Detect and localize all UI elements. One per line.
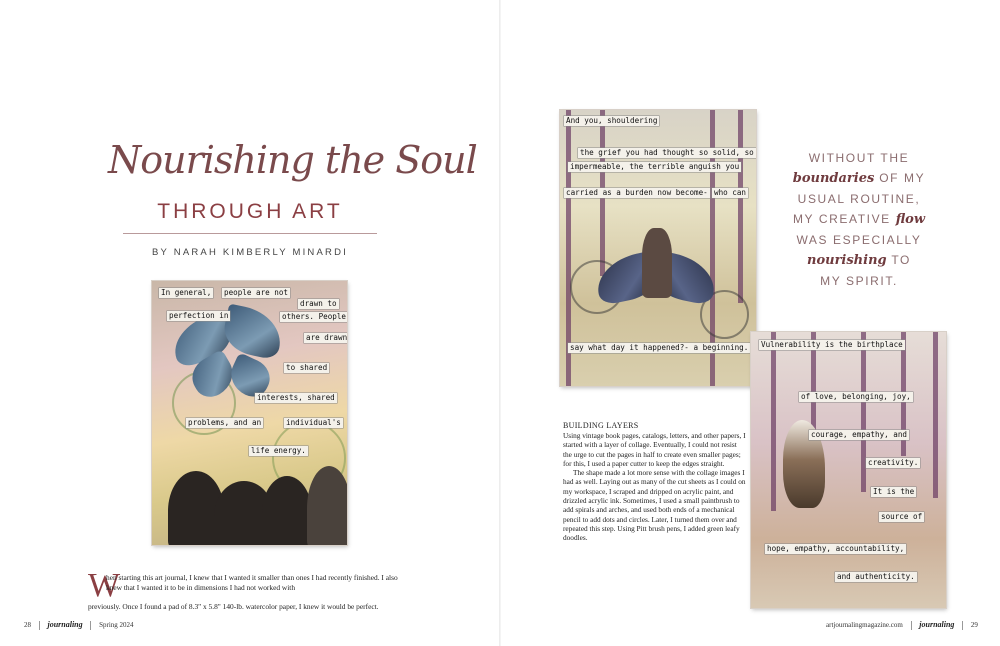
issue-label: Spring 2024: [99, 621, 134, 629]
collage-word-strip: are drawn: [304, 333, 347, 343]
footer-separator: [911, 621, 912, 630]
pull-quote-text: MY CREATIVE: [792, 212, 896, 226]
collage-word-strip: And you, shouldering: [566, 116, 658, 125]
footer-separator: [39, 621, 40, 630]
collage-word-strip: courage, empathy, and: [811, 430, 908, 439]
pull-quote-line: [784, 250, 934, 271]
collage-word-strip: interests, shared: [257, 393, 335, 402]
woman-figure: [642, 228, 672, 298]
pull-quote-line: USUAL ROUTINE,: [797, 192, 921, 206]
pull-quote: [784, 148, 934, 291]
body-paragraph: Using vintage book pages, catalogs, letters, and other papers, I started with a layer of collage. Eventually, I could not resist the urge to cut the pages in half to create even smaller pages; for this, I used a paper cutter to keep the edges straight.: [563, 431, 746, 468]
pull-quote-script-word: flow: [895, 212, 926, 227]
footer-separator: [962, 621, 963, 630]
collage-word-strip: source of: [881, 512, 923, 521]
section-heading: BUILDING LAYERS: [563, 421, 639, 430]
collage-word-strip: hope, empathy, accountability,: [767, 544, 905, 553]
title-divider: [123, 233, 377, 234]
collage-word-strip: who can: [714, 188, 747, 197]
collage-word-strip: perfection in: [169, 311, 229, 320]
person-silhouette: [262, 476, 312, 545]
paint-drip: [738, 110, 743, 303]
collage-word-strip: the grief you had thought so solid, so: [580, 148, 754, 157]
byline: BY NARAH KIMBERLY MINARDI: [152, 247, 348, 258]
collage-word-strip: people are not: [224, 288, 289, 297]
collage-word-strip: Vulnerability is the birthplace: [761, 340, 903, 349]
collage-word-strip: of love, belonging, joy,: [801, 392, 911, 401]
artwork-butterfly-people: [152, 281, 347, 545]
drop-cap: W: [88, 567, 121, 604]
footer-separator: [90, 621, 91, 630]
collage-word-strip: problems, and an: [188, 418, 262, 427]
collage-word-strip: life energy.: [251, 446, 306, 455]
page-number-left: 28: [24, 621, 31, 629]
paint-drip: [771, 332, 776, 511]
pull-quote-line: [784, 168, 934, 189]
paint-drip: [861, 332, 866, 492]
collage-word-strip: others. People: [282, 312, 347, 321]
pull-quote-script-word: nourishing: [807, 253, 887, 268]
pull-quote-line: MY SPIRIT.: [820, 274, 898, 288]
collage-word-strip: and authenticity.: [837, 572, 915, 581]
intro-paragraph-line2: previously. Once I found a pad of 8.3" x 5.8" 140-lb. watercolor paper, I knew it would be perfect.: [88, 602, 379, 611]
article-title-script: Nourishing the Soul: [108, 138, 477, 182]
butterfly-image: [172, 309, 282, 404]
pull-quote-text: OF MY: [874, 171, 926, 185]
collage-word-strip: It is the: [873, 487, 915, 496]
artwork-woman-butterfly: [560, 110, 756, 386]
section-body: [563, 431, 747, 543]
pull-quote-script-word: boundaries: [792, 171, 875, 186]
artwork-bird: [751, 332, 946, 608]
body-paragraph: The shape made a lot more sense with the collage images I had as well. Laying out as many of the cut sheets as I could on my workspace, I scraped and dripped on acrylic paint, and drizzled acrylic ink. Sometimes, I used a small paintbrush to add spirals and arches, and used both ends of a mechanical pencil to add dots and circles. Later, I turned them over and repeated this step. Using Pitt brush pens, I added green leafy doodles.: [563, 468, 746, 543]
collage-word-strip: creativity.: [868, 458, 919, 467]
collage-word-strip: In general,: [161, 288, 212, 297]
page-number-right: 29: [970, 621, 978, 629]
pull-quote-line: WITHOUT THE: [808, 151, 910, 165]
page-gutter: [499, 0, 501, 646]
article-title-caps: THROUGH ART: [157, 200, 343, 223]
collage-word-strip: carried as a burden now become-: [566, 188, 708, 197]
collage-word-strip: to shared: [286, 363, 328, 372]
collage-word-strip: say what day it happened?- a beginning.: [570, 343, 749, 352]
pull-quote-line: [784, 209, 934, 230]
magazine-logo-left: journaling: [47, 620, 83, 629]
collage-word-strip: individual's: [286, 418, 341, 427]
footer-left: [24, 620, 134, 630]
website-label: artjournalingmagazine.com: [826, 621, 903, 629]
person-silhouette: [307, 466, 347, 545]
collage-word-strip: impermeable, the terrible anguish you: [570, 162, 740, 171]
paint-drip: [933, 332, 938, 498]
pull-quote-text: TO: [886, 253, 911, 267]
intro-paragraph-line1: hen starting this art journal, I knew that I wanted it smaller than ones I had recently finished. I also knew that I wanted it to be in dimensions I had not worked with: [106, 573, 398, 592]
footer-right: [826, 620, 978, 630]
pull-quote-line: WAS ESPECIALLY: [796, 233, 922, 247]
magazine-logo-right: journaling: [919, 620, 955, 629]
collage-word-strip: drawn to: [300, 299, 337, 308]
